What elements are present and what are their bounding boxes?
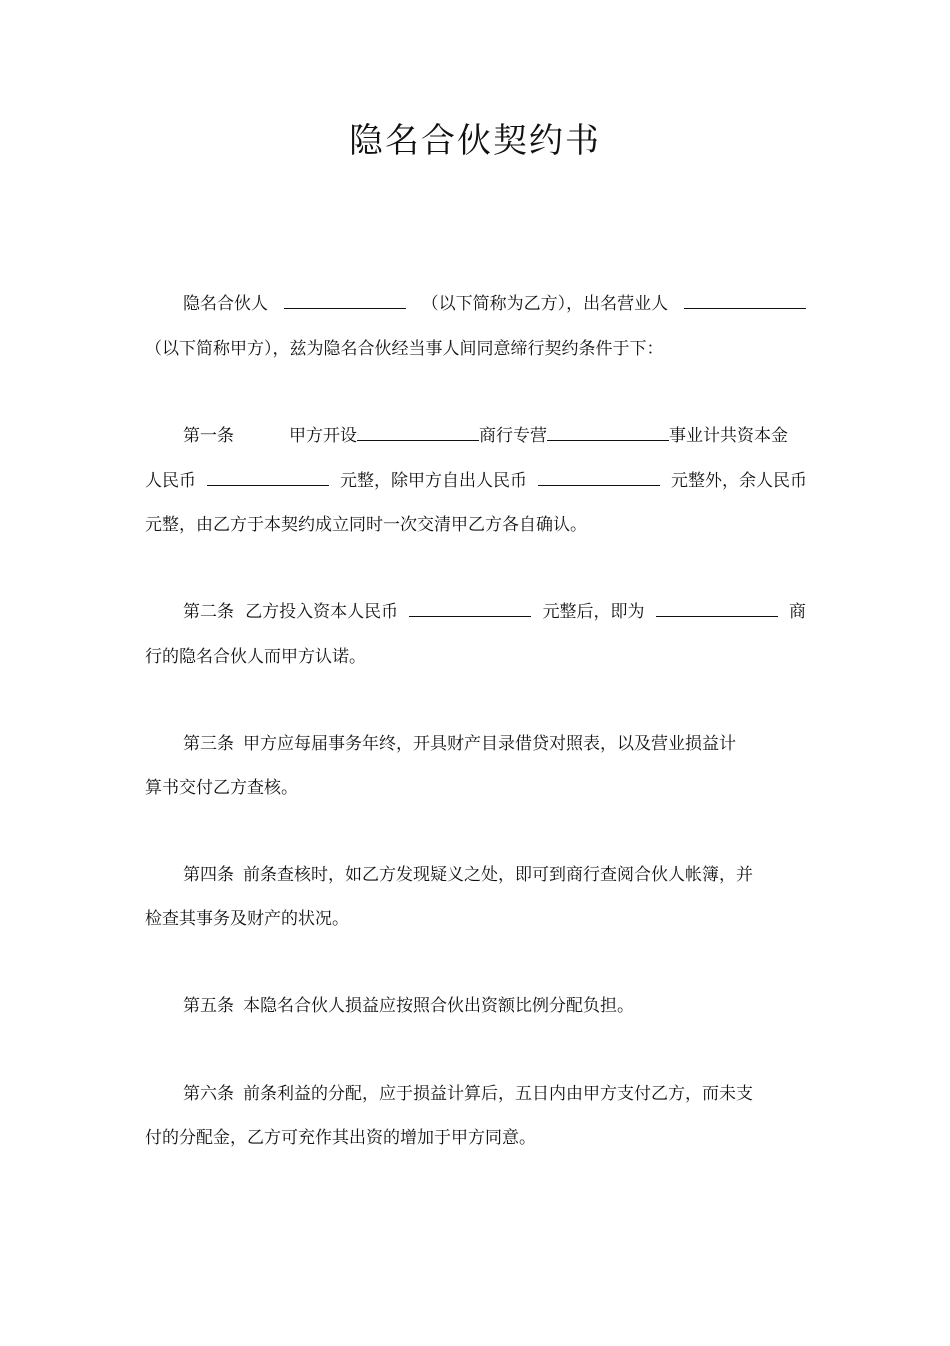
article-text: 商行专营 xyxy=(479,426,547,446)
article-label: 第四条 xyxy=(183,865,234,885)
business-type-blank[interactable] xyxy=(547,424,669,441)
operator-name-blank[interactable] xyxy=(684,292,806,309)
article3-line-1 xyxy=(183,732,736,756)
article2-line-2: 行的隐名合伙人而甲方认诺。 xyxy=(145,647,366,667)
preamble-text: （以下简称为乙方），出名营业人 xyxy=(421,294,669,314)
preamble-line-2: （以下简称甲方），兹为隐名合伙经当事人间同意缔行契约条件于下： xyxy=(145,339,664,359)
article-text: 甲方开设 xyxy=(289,426,357,446)
article-text: 元整，除甲方自出人民币 xyxy=(340,471,527,491)
party-b-capital-blank[interactable] xyxy=(409,600,531,617)
partner-name-blank[interactable] xyxy=(284,292,406,309)
article5-line-1 xyxy=(183,994,634,1018)
document-title: 隐名合伙契约书 xyxy=(349,121,601,161)
article-text: 元整外，余人民币 xyxy=(671,471,807,491)
article-label: 第六条 xyxy=(183,1084,234,1104)
total-capital-blank[interactable] xyxy=(207,469,329,486)
article6-line-2: 付的分配金，乙方可充作其出资的增加于甲方同意。 xyxy=(145,1128,536,1148)
article-text: 事业计共资本金 xyxy=(669,426,788,446)
article4-line-1 xyxy=(183,863,753,887)
article-text: 人民币 xyxy=(145,471,196,491)
article-text: 元整后，即为 xyxy=(542,602,645,622)
article-text: 本隐名合伙人损益应按照合伙出资额比例分配负担。 xyxy=(243,996,634,1016)
preamble-line-1 xyxy=(183,292,806,316)
article4-line-2: 检查其事务及财产的状况。 xyxy=(145,909,349,929)
article-label: 第二条 xyxy=(183,602,234,622)
article-text: 前条利益的分配，应于损益计算后，五日内由甲方支付乙方，而未支 xyxy=(243,1084,753,1104)
article3-line-2: 算书交付乙方查核。 xyxy=(145,778,298,798)
article-text: 乙方投入资本人民币 xyxy=(245,602,399,622)
article6-line-1 xyxy=(183,1082,753,1106)
preamble-text: 隐名合伙人 xyxy=(183,294,268,314)
article2-line-1 xyxy=(183,600,806,624)
business-name-blank[interactable] xyxy=(357,424,479,441)
article-text: 前条查核时，如乙方发现疑义之处，即可到商行查阅合伙人帐簿，并 xyxy=(243,865,753,885)
party-a-capital-blank[interactable] xyxy=(538,469,660,486)
article1-line-3: 元整，由乙方于本契约成立同时一次交清甲乙方各自确认。 xyxy=(145,515,587,535)
article-text: 商 xyxy=(788,602,806,622)
firm-name-blank[interactable] xyxy=(656,600,778,617)
article1-line-1 xyxy=(183,424,788,448)
article-label: 第三条 xyxy=(183,734,234,754)
article-text: 甲方应每届事务年终，开具财产目录借贷对照表，以及营业损益计 xyxy=(243,734,736,754)
article-label: 第五条 xyxy=(183,996,234,1016)
article-label: 第一条 xyxy=(183,426,234,446)
article1-line-2 xyxy=(145,469,807,493)
